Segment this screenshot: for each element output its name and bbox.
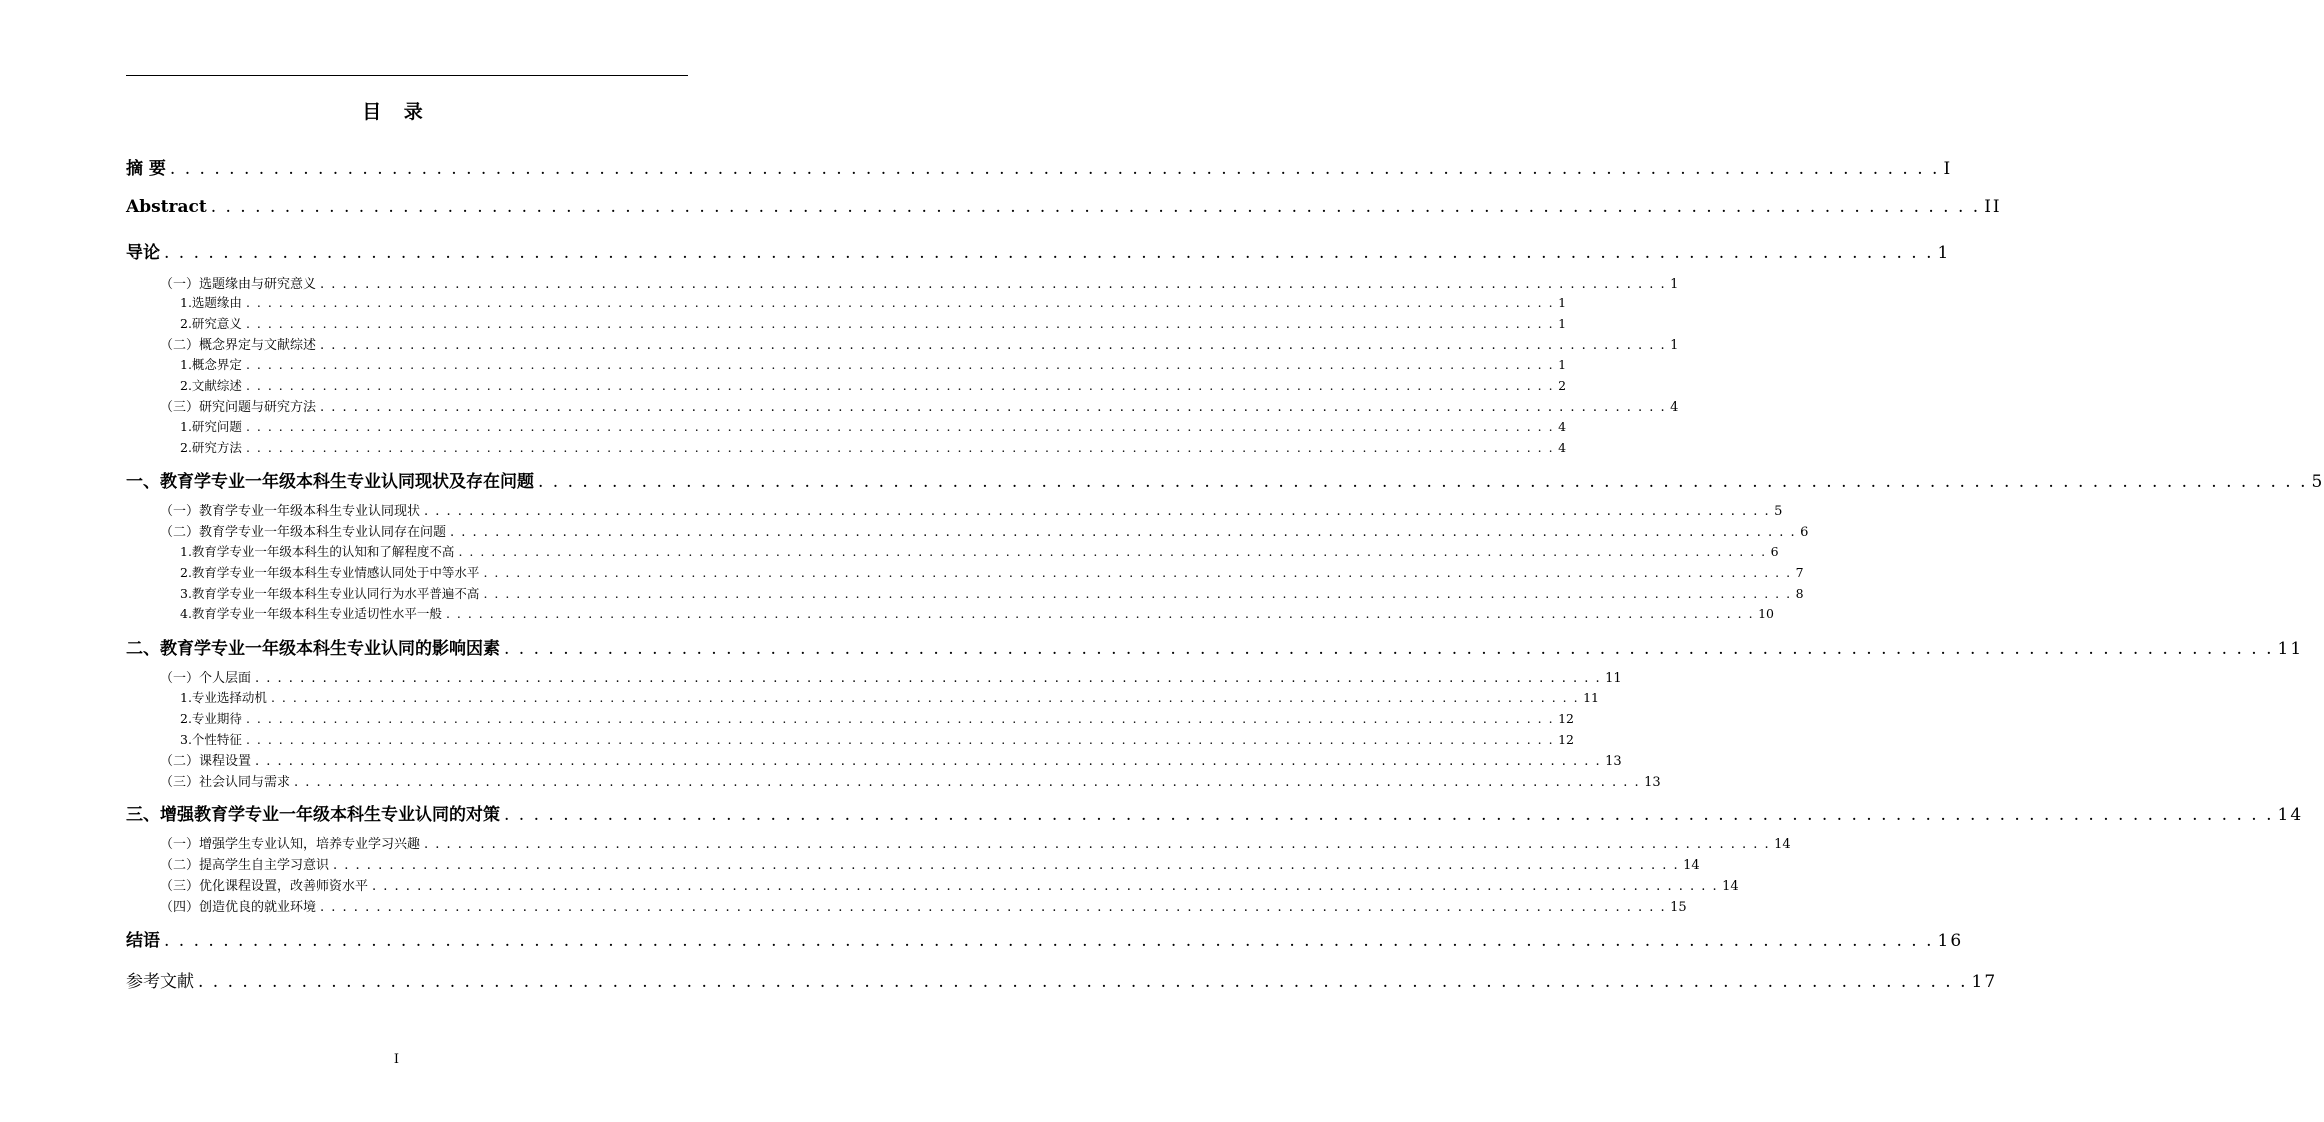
toc-entry-page: 1 [1670, 338, 1679, 353]
toc-entry-title: 1.概念界定 [180, 357, 242, 372]
toc-entry-title: 参考文献 [126, 972, 194, 992]
toc-entry-page: 14 [1722, 879, 1739, 894]
leader-dots: . . . . . . . . . . . . . . . . . . . . . . . . . . . . . . . . . . . . . . . . . . . . . . . . . . . . . . . . . . . . . . . . . . . . . . . . . . . . . . . . . . . . . . . . . . . . . . . . . . . . . . . . . . . . . . . . . . . . . . . . [483, 586, 1792, 601]
toc-entry-title: （一）教育学专业一年级本科生专业认同现状 [160, 504, 421, 519]
leader-dots: . . . . . . . . . . . . . . . . . . . . . . . . . . . . . . . . . . . . . . . . . . . . . . . . . . . . . . . . . . . . . . . . . . . . . . . . . . . . . . . . . . . . . . . . . . . . . . . . . . . . . . . . . . . . . . . . . . . . . . . . [504, 805, 2274, 825]
toc-entry[interactable] [160, 273, 1679, 292]
leader-dots: . . . . . . . . . . . . . . . . . . . . . . . . . . . . . . . . . . . . . . . . . . . . . . . . . . . . . . . . . . . . . . . . . . . . . . . . . . . . . . . . . . . . . . . . . . . . . . . . . . . . . . . . . . . . . . . . . . . . . . . . [164, 243, 1934, 263]
toc-entry-title: （二）提高学生自主学习意识 [160, 858, 330, 873]
leader-dots: . . . . . . . . . . . . . . . . . . . . . . . . . . . . . . . . . . . . . . . . . . . . . . . . . . . . . . . . . . . . . . . . . . . . . . . . . . . . . . . . . . . . . . . . . . . . . . . . . . . . . . . . . . . . . . . . . . . . . . . . [320, 900, 1667, 915]
leader-dots: . . . . . . . . . . . . . . . . . . . . . . . . . . . . . . . . . . . . . . . . . . . . . . . . . . . . . . . . . . . . . . . . . . . . . . . . . . . . . . . . . . . . . . . . . . . . . . . . . . . . . . . . . . . . . . . . . . . . . . . . [245, 316, 1555, 331]
toc-entry-chapter-1[interactable] [126, 467, 2324, 492]
toc-entry[interactable] [160, 500, 1783, 519]
toc-entry[interactable] [180, 293, 1567, 311]
toc-entry-abstract-cn[interactable] [126, 154, 1953, 179]
toc-entry-page: 14 [1683, 858, 1700, 873]
toc-entry-page: 12 [1558, 732, 1574, 747]
toc-entry-page: 4 [1558, 419, 1567, 434]
leader-dots: . . . . . . . . . . . . . . . . . . . . . . . . . . . . . . . . . . . . . . . . . . . . . . . . . . . . . . . . . . . . . . . . . . . . . . . . . . . . . . . . . . . . . . . . . . . . . . . . . . . . . . . . . . . . . . . . . . . . . . . . [245, 295, 1555, 310]
toc-entry[interactable] [160, 521, 1809, 540]
leader-dots: . . . . . . . . . . . . . . . . . . . . . . . . . . . . . . . . . . . . . . . . . . . . . . . . . . . . . . . . . . . . . . . . . . . . . . . . . . . . . . . . . . . . . . . . . . . . . . . . . . . . . . . . . . . . . . . . . . . . . . . . [245, 419, 1555, 434]
leader-dots: . . . . . . . . . . . . . . . . . . . . . . . . . . . . . . . . . . . . . . . . . . . . . . . . . . . . . . . . . . . . . . . . . . . . . . . . . . . . . . . . . . . . . . . . . . . . . . . . . . . . . . . . . . . . . . . . . . . . . . . . [538, 472, 2308, 492]
leader-dots: . . . . . . . . . . . . . . . . . . . . . . . . . . . . . . . . . . . . . . . . . . . . . . . . . . . . . . . . . . . . . . . . . . . . . . . . . . . . . . . . . . . . . . . . . . . . . . . . . . . . . . . . . . . . . . . . . . . . . . . . [424, 837, 1771, 852]
toc-entry-title: 3.教育学专业一年级本科生专业认同行为水平普遍不高 [180, 586, 480, 601]
leader-dots: . . . . . . . . . . . . . . . . . . . . . . . . . . . . . . . . . . . . . . . . . . . . . . . . . . . . . . . . . . . . . . . . . . . . . . . . . . . . . . . . . . . . . . . . . . . . . . . . . . . . . . . . . . . . . . . . . . . . . . . . [424, 504, 1771, 519]
toc-entry-abstract-en[interactable] [126, 197, 2002, 217]
toc-entry-introduction[interactable] [126, 238, 1951, 263]
leader-dots: . . . . . . . . . . . . . . . . . . . . . . . . . . . . . . . . . . . . . . . . . . . . . . . . . . . . . . . . . . . . . . . . . . . . . . . . . . . . . . . . . . . . . . . . . . . . . . . . . . . . . . . . . . . . . . . . . . . . . . . . [333, 858, 1680, 873]
page-number: I [393, 1052, 400, 1067]
toc-entry-title: （三）优化课程设置，改善师资水平 [160, 879, 369, 894]
toc-entry-page: 16 [1937, 931, 1964, 951]
toc-entry-page: 11 [2277, 639, 2304, 659]
toc-entry-chapter-2[interactable] [126, 634, 2304, 659]
leader-dots: . . . . . . . . . . . . . . . . . . . . . . . . . . . . . . . . . . . . . . . . . . . . . . . . . . . . . . . . . . . . . . . . . . . . . . . . . . . . . . . . . . . . . . . . . . . . . . . . . . . . . . . . . . . . . . . . . . . . . . . . [169, 159, 1940, 179]
leader-dots: . . . . . . . . . . . . . . . . . . . . . . . . . . . . . . . . . . . . . . . . . . . . . . . . . . . . . . . . . . . . . . . . . . . . . . . . . . . . . . . . . . . . . . . . . . . . . . . . . . . . . . . . . . . . . . . . . . . . . . . . [245, 357, 1555, 372]
leader-dots: . . . . . . . . . . . . . . . . . . . . . . . . . . . . . . . . . . . . . . . . . . . . . . . . . . . . . . . . . . . . . . . . . . . . . . . . . . . . . . . . . . . . . . . . . . . . . . . . . . . . . . . . . . . . . . . . . . . . . . . . [245, 378, 1555, 393]
toc-entry-page: 14 [1774, 837, 1791, 852]
toc-entry-title: 2.专业期待 [180, 711, 242, 726]
toc-entry-page: 12 [1558, 711, 1574, 726]
toc-entry-title: 4.教育学专业一年级本科生专业适切性水平一般 [180, 606, 442, 621]
toc-entry[interactable] [160, 667, 1622, 686]
leader-dots: . . . . . . . . . . . . . . . . . . . . . . . . . . . . . . . . . . . . . . . . . . . . . . . . . . . . . . . . . . . . . . . . . . . . . . . . . . . . . . . . . . . . . . . . . . . . . . . . . . . . . . . . . . . . . . . . . . . . . . . . [320, 338, 1667, 353]
toc-entry[interactable] [180, 542, 1779, 560]
toc-entry-page: 1 [1558, 316, 1567, 331]
toc-entry-page: 14 [2277, 805, 2304, 825]
leader-dots: . . . . . . . . . . . . . . . . . . . . . . . . . . . . . . . . . . . . . . . . . . . . . . . . . . . . . . . . . . . . . . . . . . . . . . . . . . . . . . . . . . . . . . . . . . . . . . . . . . . . . . . . . . . . . . . . . . . . . . . . [483, 565, 1792, 580]
toc-entry-page: 5 [2311, 472, 2324, 492]
toc-entry-page: 1 [1937, 243, 1951, 263]
toc-entry-title: 2.文献综述 [180, 378, 242, 393]
toc-entry[interactable] [160, 875, 1739, 894]
leader-dots: . . . . . . . . . . . . . . . . . . . . . . . . . . . . . . . . . . . . . . . . . . . . . . . . . . . . . . . . . . . . . . . . . . . . . . . . . . . . . . . . . . . . . . . . . . . . . . . . . . . . . . . . . . . . . . . . . . . . . . . . [320, 400, 1667, 415]
leader-dots: . . . . . . . . . . . . . . . . . . . . . . . . . . . . . . . . . . . . . . . . . . . . . . . . . . . . . . . . . . . . . . . . . . . . . . . . . . . . . . . . . . . . . . . . . . . . . . . . . . . . . . . . . . . . . . . . . . . . . . . . [320, 277, 1667, 292]
toc-entry-page: 7 [1795, 565, 1804, 580]
leader-dots: . . . . . . . . . . . . . . . . . . . . . . . . . . . . . . . . . . . . . . . . . . . . . . . . . . . . . . . . . . . . . . . . . . . . . . . . . . . . . . . . . . . . . . . . . . . . . . . . . . . . . . . . . . . . . . . . . . . . . . . . [294, 775, 1641, 790]
leader-dots: . . . . . . . . . . . . . . . . . . . . . . . . . . . . . . . . . . . . . . . . . . . . . . . . . . . . . . . . . . . . . . . . . . . . . . . . . . . . . . . . . . . . . . . . . . . . . . . . . . . . . . . . . . . . . . . . . . . . . . . . [372, 879, 1719, 894]
toc-entry[interactable] [160, 396, 1679, 415]
toc-entry-title: （四）创造优良的就业环境 [160, 900, 317, 915]
leader-dots: . . . . . . . . . . . . . . . . . . . . . . . . . . . . . . . . . . . . . . . . . . . . . . . . . . . . . . . . . . . . . . . . . . . . . . . . . . . . . . . . . . . . . . . . . . . . . . . . . . . . . . . . . . . . . . . . . . . . . . . . [210, 197, 1981, 217]
toc-entry-title: 二、教育学专业一年级本科生专业认同的影响因素 [126, 639, 500, 659]
toc-entry-page: 11 [1605, 671, 1622, 686]
toc-entry-page: 1 [1670, 277, 1679, 292]
toc-entry-page: 6 [1800, 525, 1809, 540]
toc-entry-page: 17 [1971, 972, 1998, 992]
leader-dots: . . . . . . . . . . . . . . . . . . . . . . . . . . . . . . . . . . . . . . . . . . . . . . . . . . . . . . . . . . . . . . . . . . . . . . . . . . . . . . . . . . . . . . . . . . . . . . . . . . . . . . . . . . . . . . . . . . . . . . . . [245, 732, 1555, 747]
toc-entry-title: （二）概念界定与文献综述 [160, 338, 317, 353]
toc-entry-page: 10 [1758, 606, 1774, 621]
toc-entry-page: 4 [1558, 440, 1567, 455]
toc-entry-title: 一、教育学专业一年级本科生专业认同现状及存在问题 [126, 472, 534, 492]
toc-entry-title: 1.专业选择动机 [180, 690, 267, 705]
toc-entry[interactable] [180, 688, 1599, 706]
toc-entry-page: II [1984, 197, 2002, 217]
toc-entry[interactable] [180, 584, 1804, 602]
toc-entry-title: 导论 [126, 243, 160, 263]
toc-entry[interactable] [180, 417, 1567, 435]
toc-entry[interactable] [160, 750, 1622, 769]
toc-entry[interactable] [180, 376, 1567, 394]
toc-entry-title: （二）课程设置 [160, 754, 252, 769]
leader-dots: . . . . . . . . . . . . . . . . . . . . . . . . . . . . . . . . . . . . . . . . . . . . . . . . . . . . . . . . . . . . . . . . . . . . . . . . . . . . . . . . . . . . . . . . . . . . . . . . . . . . . . . . . . . . . . . . . . . . . . . . [164, 931, 1934, 951]
toc-entry-chapter-3[interactable] [126, 800, 2304, 825]
toc-entry[interactable] [180, 355, 1567, 373]
toc-entry-page: 6 [1770, 544, 1779, 559]
toc-entry[interactable] [160, 854, 1700, 873]
toc-entry[interactable] [180, 730, 1574, 748]
toc-entry[interactable] [180, 604, 1774, 622]
toc-entry-title: 结语 [126, 931, 160, 951]
leader-dots: . . . . . . . . . . . . . . . . . . . . . . . . . . . . . . . . . . . . . . . . . . . . . . . . . . . . . . . . . . . . . . . . . . . . . . . . . . . . . . . . . . . . . . . . . . . . . . . . . . . . . . . . . . . . . . . . . . . . . . . . [245, 711, 1555, 726]
toc-entry-title: （一）增强学生专业认知，培养专业学习兴趣 [160, 837, 421, 852]
leader-dots: . . . . . . . . . . . . . . . . . . . . . . . . . . . . . . . . . . . . . . . . . . . . . . . . . . . . . . . . . . . . . . . . . . . . . . . . . . . . . . . . . . . . . . . . . . . . . . . . . . . . . . . . . . . . . . . . . . . . . . . . [255, 671, 1602, 686]
toc-entry-page: 13 [1605, 754, 1622, 769]
toc-entry-page: 1 [1558, 295, 1567, 310]
leader-dots: . . . . . . . . . . . . . . . . . . . . . . . . . . . . . . . . . . . . . . . . . . . . . . . . . . . . . . . . . . . . . . . . . . . . . . . . . . . . . . . . . . . . . . . . . . . . . . . . . . . . . . . . . . . . . . . . . . . . . . . . [270, 690, 1580, 705]
toc-entry-title: （一）选题缘由与研究意义 [160, 277, 317, 292]
leader-dots: . . . . . . . . . . . . . . . . . . . . . . . . . . . . . . . . . . . . . . . . . . . . . . . . . . . . . . . . . . . . . . . . . . . . . . . . . . . . . . . . . . . . . . . . . . . . . . . . . . . . . . . . . . . . . . . . . . . . . . . . [450, 525, 1797, 540]
toc-entry-page: 4 [1670, 400, 1679, 415]
leader-dots: . . . . . . . . . . . . . . . . . . . . . . . . . . . . . . . . . . . . . . . . . . . . . . . . . . . . . . . . . . . . . . . . . . . . . . . . . . . . . . . . . . . . . . . . . . . . . . . . . . . . . . . . . . . . . . . . . . . . . . . . [245, 440, 1555, 455]
toc-entry-page: 8 [1795, 586, 1804, 601]
toc-entry[interactable] [180, 314, 1567, 332]
toc-entry-title: （三）研究问题与研究方法 [160, 400, 317, 415]
toc-entry-title: （一）个人层面 [160, 671, 252, 686]
toc-entry-title: 3.个性特征 [180, 732, 242, 747]
toc-entry-references[interactable] [126, 967, 1998, 992]
toc-entry-title: 1.研究问题 [180, 419, 242, 434]
toc-entry-title: （二）教育学专业一年级本科生专业认同存在问题 [160, 525, 447, 540]
toc-entry-page: 5 [1774, 504, 1783, 519]
leader-dots: . . . . . . . . . . . . . . . . . . . . . . . . . . . . . . . . . . . . . . . . . . . . . . . . . . . . . . . . . . . . . . . . . . . . . . . . . . . . . . . . . . . . . . . . . . . . . . . . . . . . . . . . . . . . . . . . . . . . . . . . [198, 972, 1968, 992]
leader-dots: . . . . . . . . . . . . . . . . . . . . . . . . . . . . . . . . . . . . . . . . . . . . . . . . . . . . . . . . . . . . . . . . . . . . . . . . . . . . . . . . . . . . . . . . . . . . . . . . . . . . . . . . . . . . . . . . . . . . . . . . [255, 754, 1602, 769]
leader-dots: . . . . . . . . . . . . . . . . . . . . . . . . . . . . . . . . . . . . . . . . . . . . . . . . . . . . . . . . . . . . . . . . . . . . . . . . . . . . . . . . . . . . . . . . . . . . . . . . . . . . . . . . . . . . . . . . . . . . . . . . [458, 544, 1767, 559]
toc-entry-page: 11 [1583, 690, 1599, 705]
toc-entry-conclusion[interactable] [126, 926, 1964, 951]
leader-dots: . . . . . . . . . . . . . . . . . . . . . . . . . . . . . . . . . . . . . . . . . . . . . . . . . . . . . . . . . . . . . . . . . . . . . . . . . . . . . . . . . . . . . . . . . . . . . . . . . . . . . . . . . . . . . . . . . . . . . . . . [445, 606, 1755, 621]
toc-entry[interactable] [180, 438, 1567, 456]
toc-entry-page: I [1943, 159, 1953, 179]
toc-entry[interactable] [160, 833, 1791, 852]
toc-entry-title: 2.研究意义 [180, 316, 242, 331]
toc-entry[interactable] [160, 896, 1687, 915]
toc-entry-title: 三、增强教育学专业一年级本科生专业认同的对策 [126, 805, 500, 825]
toc-entry-page: 2 [1558, 378, 1567, 393]
toc-entry-title: Abstract [126, 197, 207, 217]
toc-entry-page: 13 [1644, 775, 1661, 790]
toc-entry-title: 摘 要 [126, 159, 166, 179]
toc-entry[interactable] [160, 771, 1661, 790]
toc-entry-page: 1 [1558, 357, 1567, 372]
leader-dots: . . . . . . . . . . . . . . . . . . . . . . . . . . . . . . . . . . . . . . . . . . . . . . . . . . . . . . . . . . . . . . . . . . . . . . . . . . . . . . . . . . . . . . . . . . . . . . . . . . . . . . . . . . . . . . . . . . . . . . . . [504, 639, 2274, 659]
toc-entry-title: （三）社会认同与需求 [160, 775, 291, 790]
toc-entry-title: 2.研究方法 [180, 440, 242, 455]
toc-entry-title: 2.教育学专业一年级本科生专业情感认同处于中等水平 [180, 565, 480, 580]
toc-entry-title: 1.选题缘由 [180, 295, 242, 310]
toc-entry[interactable] [180, 709, 1574, 727]
toc-entry-title: 1.教育学专业一年级本科生的认知和了解程度不高 [180, 544, 455, 559]
toc-entry[interactable] [160, 334, 1679, 353]
page-title: 目 录 [362, 101, 431, 123]
toc-entry[interactable] [180, 563, 1804, 581]
toc-entry-page: 15 [1670, 900, 1687, 915]
